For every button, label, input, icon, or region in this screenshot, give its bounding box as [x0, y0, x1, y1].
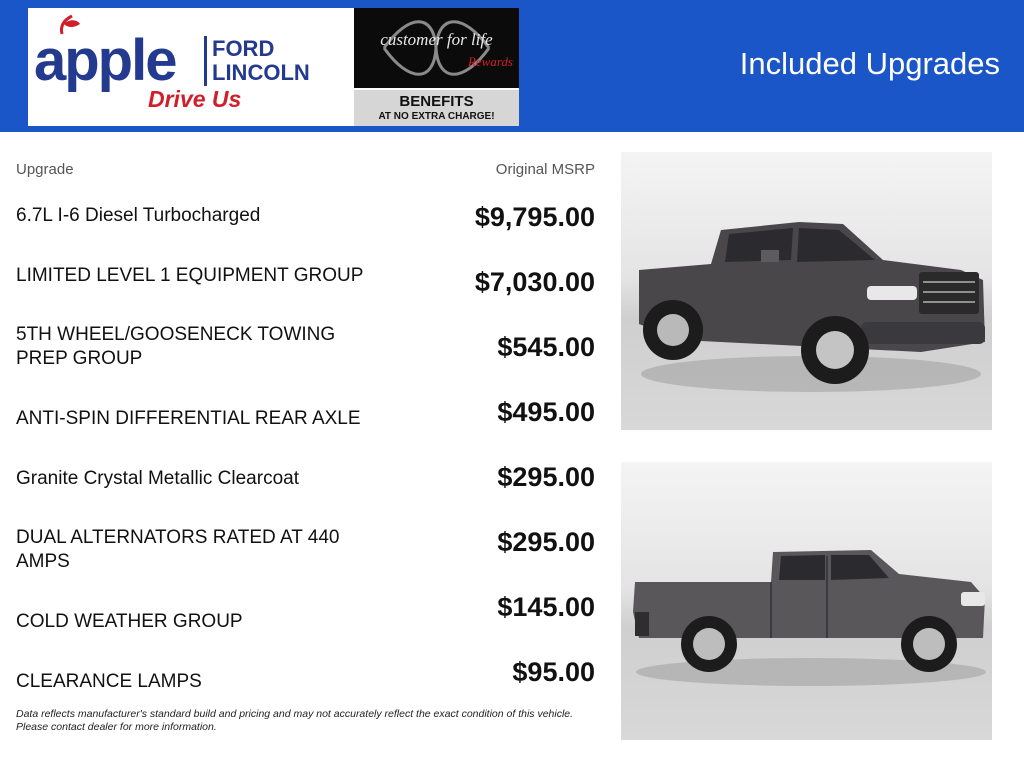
dealer-logo: [28, 8, 354, 126]
benefits-badge: [354, 88, 519, 126]
brand-divider: [204, 36, 207, 86]
upgrade-name: Granite Crystal Metallic Clearcoat: [16, 468, 299, 489]
brand-lincoln: LINCOLN: [212, 60, 310, 85]
upgrade-price: $295.00: [497, 527, 595, 557]
column-header-upgrade: Upgrade: [16, 161, 74, 178]
dealer-name: apple: [34, 28, 176, 93]
upgrade-price: $9,795.00: [474, 202, 595, 232]
vehicle-photo-front: [621, 152, 992, 430]
benefits-subtitle: AT NO EXTRA CHARGE!: [378, 111, 495, 122]
benefits-title: BENEFITS: [399, 93, 474, 110]
brand-ford: FORD: [212, 36, 275, 61]
program-rewards: Rewards: [467, 54, 513, 69]
upgrade-price: $145.00: [497, 592, 595, 622]
customer-for-life-logo: [354, 8, 519, 88]
upgrade-price: $7,030.00: [474, 267, 595, 297]
header-banner: [0, 0, 1024, 132]
dealer-tagline: Drive Us: [148, 86, 242, 112]
upgrade-price: $495.00: [497, 397, 595, 427]
program-name: customer for life: [380, 30, 493, 49]
column-header-msrp: Original MSRP: [495, 161, 595, 178]
upgrade-name: COLD WEATHER GROUP: [16, 611, 243, 632]
vehicle-photo-side: [621, 462, 992, 740]
page-title: Included Upgrades: [739, 46, 1000, 81]
upgrade-name: ANTI-SPIN DIFFERENTIAL REAR AXLE: [16, 408, 361, 429]
upgrade-name: CLEARANCE LAMPS: [16, 671, 202, 692]
upgrade-price: $545.00: [497, 332, 595, 362]
upgrade-name: DUAL ALTERNATORS RATED AT 440 AMPS: [16, 527, 340, 572]
disclaimer-text: Data reflects manufacturer's standard build and pricing and may not accurately reflect the exact condition of this vehicle. Please contact dealer for more information.: [16, 708, 574, 733]
upgrade-price: $295.00: [497, 462, 595, 492]
upgrade-price: $95.00: [512, 657, 595, 687]
upgrade-name: 5TH WHEEL/GOOSENECK TOWING PREP GROUP: [16, 324, 336, 369]
upgrade-name: LIMITED LEVEL 1 EQUIPMENT GROUP: [16, 265, 364, 286]
upgrade-name: 6.7L I-6 Diesel Turbocharged: [16, 205, 261, 226]
